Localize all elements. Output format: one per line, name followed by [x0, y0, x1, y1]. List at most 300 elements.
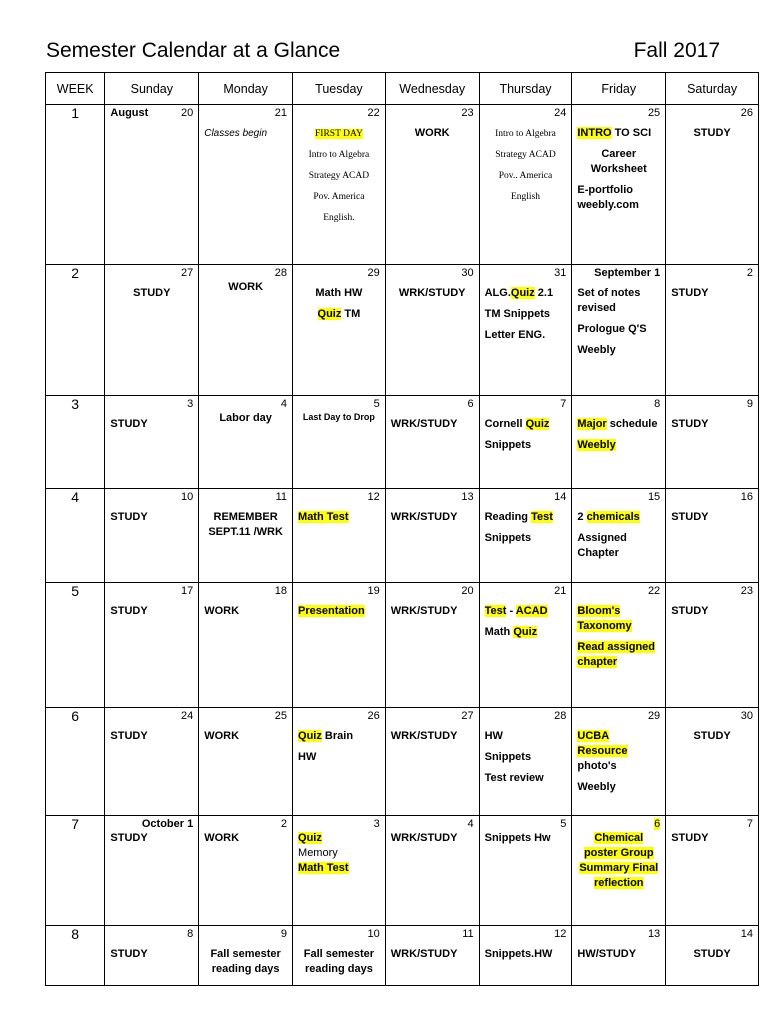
- event-text: TM Snippets: [484, 308, 550, 320]
- calendar-event: [572, 604, 665, 634]
- calendar-event: [199, 831, 292, 846]
- calendar-event: [572, 438, 665, 453]
- event-text: Math HW: [315, 287, 363, 299]
- month-label: August: [110, 107, 149, 119]
- calendar-event: [666, 510, 758, 525]
- event-text: Pov.. America: [498, 171, 553, 181]
- column-header-sunday: Sunday: [105, 73, 199, 105]
- day-number: [199, 265, 292, 280]
- day-number-text: 9: [746, 398, 753, 410]
- calendar-event: [480, 510, 572, 525]
- day-number: [105, 396, 198, 411]
- event-text: Labor day: [219, 412, 272, 424]
- calendar-event: [666, 286, 758, 301]
- day-cell-tuesday: [293, 583, 386, 708]
- day-cell-monday: [199, 489, 293, 583]
- calendar-event: [386, 417, 479, 432]
- highlighted-text: ACAD: [515, 605, 548, 617]
- day-number-text: 28: [274, 267, 288, 279]
- day-number-text: 13: [461, 491, 474, 503]
- calendar-event: [572, 729, 665, 759]
- event-text: Brain: [321, 730, 354, 742]
- day-number: [572, 926, 665, 941]
- calendar-event: [199, 510, 292, 540]
- calendar-event: [293, 750, 385, 765]
- event-text: Intro to Algebra: [308, 150, 370, 160]
- week-row: [46, 583, 759, 708]
- day-number: [105, 708, 198, 723]
- day-number-text: 6: [467, 398, 474, 410]
- event-text: 2.1: [534, 287, 554, 299]
- day-number: [386, 926, 479, 941]
- day-number: [293, 396, 385, 411]
- highlighted-text: Quiz: [298, 730, 322, 742]
- day-cell-sunday: [105, 816, 199, 926]
- day-cell-saturday: [666, 816, 759, 926]
- day-number-text: 26: [367, 710, 380, 722]
- calendar-event: [572, 640, 665, 670]
- day-cell-saturday: [666, 489, 759, 583]
- day-number-text: September 1: [594, 267, 661, 279]
- highlighted-text: Bloom's Taxonomy: [577, 605, 632, 632]
- day-number: [572, 396, 665, 411]
- day-cell-tuesday: [293, 926, 386, 986]
- calendar-event: [386, 604, 479, 619]
- day-number-text: 25: [274, 710, 288, 722]
- day-cell-thursday: [479, 105, 572, 265]
- week-number: 2: [46, 265, 105, 396]
- event-text: STUDY: [110, 511, 148, 523]
- day-cell-thursday: [479, 583, 572, 708]
- calendar-event: [293, 212, 385, 225]
- day-cell-saturday: [666, 105, 759, 265]
- calendar-event: [480, 531, 572, 546]
- calendar-event: [105, 604, 198, 619]
- day-number: [480, 105, 572, 120]
- day-number-text: 12: [367, 491, 380, 503]
- event-text: WORK: [204, 832, 240, 844]
- column-header-thursday: Thursday: [479, 73, 572, 105]
- event-text: HW: [484, 730, 503, 742]
- event-text: Classes begin: [204, 128, 268, 139]
- day-cell-wednesday: [385, 583, 479, 708]
- column-header-wednesday: Wednesday: [385, 73, 479, 105]
- calendar-event: [293, 729, 385, 744]
- day-number-text: 19: [367, 585, 380, 597]
- day-number-text: 5: [560, 818, 567, 830]
- calendar-event: [572, 531, 665, 561]
- event-text: Weebly: [577, 344, 616, 356]
- day-number: [666, 583, 758, 598]
- day-cell-tuesday: [293, 816, 386, 926]
- event-text: WRK/STUDY: [398, 287, 466, 299]
- day-number-text: 17: [180, 585, 194, 597]
- calendar-event: [572, 947, 665, 962]
- calendar-event: [105, 947, 198, 962]
- day-number: [480, 265, 572, 280]
- day-number-text: 30: [461, 267, 474, 279]
- calendar-event: [480, 729, 572, 744]
- calendar-event: [199, 126, 292, 141]
- day-number: [199, 708, 292, 723]
- day-cell-monday: [199, 583, 293, 708]
- calendar-event: [480, 128, 572, 141]
- calendar-event: [293, 510, 385, 525]
- day-number: [293, 816, 385, 831]
- calendar-event: [199, 729, 292, 744]
- day-number-text: 11: [462, 928, 474, 940]
- event-text: STUDY: [671, 832, 709, 844]
- event-text: English.: [323, 213, 355, 223]
- highlighted-text: Major: [577, 418, 607, 430]
- highlighted-text: chemicals: [586, 511, 640, 523]
- calendar-event: [293, 861, 385, 876]
- highlighted-text: Quiz: [317, 308, 342, 320]
- day-number: [480, 708, 572, 723]
- event-text: TO SCI: [611, 127, 652, 139]
- event-text: Snippets: [484, 751, 532, 763]
- calendar-event: [105, 286, 198, 301]
- event-text: STUDY: [133, 287, 171, 299]
- day-number: [666, 396, 758, 411]
- event-text: 2: [577, 511, 587, 523]
- day-cell-tuesday: [293, 265, 386, 396]
- day-number-text: 29: [367, 267, 380, 279]
- highlighted-text: Read assigned chapter: [577, 641, 656, 668]
- week-row: [46, 105, 759, 265]
- day-cell-sunday: [105, 489, 199, 583]
- calendar-event: [480, 438, 572, 453]
- day-number-text: 3: [373, 818, 380, 830]
- day-number-text: 9: [280, 928, 288, 940]
- day-number-text: 11: [275, 491, 288, 503]
- day-number: [293, 265, 385, 280]
- day-number-text: 14: [740, 928, 753, 940]
- highlighted-text: Math Test: [298, 511, 349, 523]
- highlighted-text: FIRST DAY: [315, 129, 363, 139]
- day-number: [199, 396, 292, 411]
- highlighted-text: Quiz: [510, 287, 535, 299]
- day-number: [105, 105, 198, 120]
- day-cell-monday: [199, 396, 293, 489]
- day-number: [480, 489, 572, 504]
- week-row: [46, 396, 759, 489]
- highlighted-text: INTRO: [577, 127, 612, 139]
- day-number-text: 14: [554, 491, 567, 503]
- event-text: STUDY: [671, 418, 709, 430]
- event-text: Reading: [484, 511, 532, 523]
- day-number-text: 13: [647, 928, 661, 940]
- calendar-event: [480, 831, 572, 846]
- day-number-text: 22: [647, 585, 661, 597]
- event-text: photo's: [577, 760, 617, 772]
- term-label: Fall 2017: [633, 39, 720, 62]
- event-text: Snippets Hw: [484, 832, 551, 844]
- day-number: [666, 816, 758, 831]
- calendar-event: [572, 417, 665, 432]
- calendar-event: [293, 412, 385, 423]
- day-number-text: 28: [554, 710, 567, 722]
- day-number: [572, 265, 665, 280]
- day-cell-thursday: [479, 396, 572, 489]
- calendar-event: [199, 947, 292, 977]
- event-text: Intro to Algebra: [495, 129, 556, 139]
- event-text: English: [510, 192, 540, 202]
- day-number: [386, 583, 479, 598]
- calendar-event: [480, 947, 572, 962]
- highlighted-text: UCBA Resource: [577, 730, 628, 757]
- event-text: Fall semester reading days: [210, 948, 281, 975]
- day-cell-wednesday: [385, 926, 479, 986]
- event-text: HW: [298, 751, 317, 763]
- highlighted-text: Quiz: [298, 832, 322, 844]
- event-text: Career Worksheet: [590, 148, 647, 175]
- day-number-text: 8: [187, 928, 194, 940]
- day-cell-saturday: [666, 265, 759, 396]
- day-number: [480, 816, 572, 831]
- day-cell-friday: [572, 265, 666, 396]
- day-number: [572, 583, 665, 598]
- day-number: [293, 926, 385, 941]
- calendar-event: [480, 307, 572, 322]
- event-text: WRK/STUDY: [390, 832, 458, 844]
- column-header-friday: Friday: [572, 73, 666, 105]
- day-cell-sunday: [105, 926, 199, 986]
- event-text: Cornell: [484, 418, 526, 430]
- day-number: [386, 489, 479, 504]
- day-cell-thursday: [479, 926, 572, 986]
- day-cell-saturday: [666, 583, 759, 708]
- calendar-event: [480, 771, 572, 786]
- week-number: 7: [46, 816, 105, 926]
- day-number-text: 3: [187, 398, 194, 410]
- event-text: STUDY: [671, 605, 709, 617]
- event-text: HW/STUDY: [577, 948, 637, 960]
- week-number: 6: [46, 708, 105, 816]
- day-number-text: 18: [274, 585, 288, 597]
- calendar-event: [480, 750, 572, 765]
- event-text: Pov. America: [313, 192, 365, 202]
- event-text: STUDY: [671, 287, 709, 299]
- event-text: Memory: [298, 847, 338, 859]
- event-text: Prologue Q'S: [577, 323, 647, 335]
- day-cell-friday: [572, 926, 666, 986]
- day-number: [572, 708, 665, 723]
- day-number: [386, 708, 479, 723]
- day-number-text: 5: [373, 398, 380, 410]
- day-number: [199, 816, 292, 831]
- highlighted-text: Math Test: [298, 862, 349, 874]
- event-text: Fall semester reading days: [303, 948, 375, 975]
- day-cell-thursday: [479, 816, 572, 926]
- event-text: Last Day to Drop: [302, 412, 375, 422]
- calendar-event: [293, 170, 385, 183]
- calendar-table: [45, 72, 759, 986]
- column-header-saturday: Saturday: [666, 73, 759, 105]
- day-cell-saturday: [666, 708, 759, 816]
- calendar-event: [293, 846, 385, 861]
- day-number-text: October 1: [141, 818, 194, 830]
- day-number: [386, 105, 479, 120]
- day-cell-wednesday: [385, 489, 479, 583]
- day-cell-friday: [572, 816, 666, 926]
- calendar-event: [293, 191, 385, 204]
- calendar-event: [293, 604, 385, 619]
- event-text: STUDY: [671, 511, 709, 523]
- day-number: [293, 105, 385, 120]
- week-number: 8: [46, 926, 105, 986]
- calendar-event: [572, 759, 665, 774]
- event-text: -: [506, 605, 516, 617]
- day-cell-monday: [199, 105, 293, 265]
- calendar-event: [572, 343, 665, 358]
- event-text: STUDY: [693, 948, 731, 960]
- day-cell-friday: [572, 583, 666, 708]
- calendar-event: [480, 625, 572, 640]
- day-number-text: 21: [274, 107, 288, 119]
- day-number: [666, 265, 758, 280]
- day-cell-monday: [199, 816, 293, 926]
- calendar-event: [105, 831, 198, 846]
- day-number-text: 21: [554, 585, 567, 597]
- calendar-event: [572, 183, 665, 213]
- day-number: [199, 489, 292, 504]
- day-number-text: 20: [461, 585, 474, 597]
- column-header-monday: Monday: [199, 73, 293, 105]
- calendar-event: [572, 831, 665, 891]
- day-number-text: 29: [647, 710, 661, 722]
- day-cell-friday: [572, 708, 666, 816]
- week-number: 5: [46, 583, 105, 708]
- calendar-event: [293, 149, 385, 162]
- calendar-event: [666, 947, 758, 962]
- calendar-event: [666, 604, 758, 619]
- day-number: [386, 816, 479, 831]
- event-text: WRK/STUDY: [390, 511, 458, 523]
- day-cell-monday: [199, 708, 293, 816]
- day-number: [199, 583, 292, 598]
- calendar-event: [199, 411, 292, 426]
- event-text: WRK/STUDY: [390, 948, 458, 960]
- column-header-tuesday: Tuesday: [293, 73, 386, 105]
- day-cell-thursday: [479, 489, 572, 583]
- calendar-event: [480, 328, 572, 343]
- calendar-event: [293, 307, 385, 322]
- day-number-text: 24: [554, 107, 567, 119]
- event-text: WRK/STUDY: [390, 418, 458, 430]
- day-number-text: 27: [461, 710, 474, 722]
- calendar-event: [572, 780, 665, 795]
- day-number-text: 6: [654, 818, 661, 830]
- day-cell-friday: [572, 489, 666, 583]
- page-header: [46, 36, 720, 66]
- event-text: WORK: [204, 730, 240, 742]
- day-cell-wednesday: [385, 265, 479, 396]
- day-number-text: 16: [740, 491, 753, 503]
- event-text: Math: [484, 626, 514, 638]
- day-number: [199, 105, 292, 120]
- day-number-text: 25: [647, 107, 661, 119]
- day-number: [293, 489, 385, 504]
- week-row: [46, 926, 759, 986]
- calendar-event: [386, 286, 479, 301]
- day-number-text: 23: [461, 107, 474, 119]
- event-text: STUDY: [110, 730, 148, 742]
- day-cell-wednesday: [385, 708, 479, 816]
- calendar-event: [666, 831, 758, 846]
- day-cell-thursday: [479, 708, 572, 816]
- event-text: STUDY: [110, 418, 148, 430]
- day-cell-sunday: [105, 265, 199, 396]
- event-text: Strategy ACAD: [308, 171, 370, 181]
- calendar-event: [666, 729, 758, 744]
- calendar-event: [199, 280, 292, 295]
- highlighted-text: Presentation: [298, 605, 365, 617]
- event-text: REMEMBER SEPT.11 /WRK: [208, 511, 283, 538]
- day-cell-wednesday: [385, 105, 479, 265]
- event-text: Test review: [484, 772, 544, 784]
- highlighted-text: Weebly: [577, 439, 616, 451]
- calendar-event: [293, 947, 385, 977]
- day-number: [293, 708, 385, 723]
- day-cell-friday: [572, 396, 666, 489]
- calendar-event: [480, 191, 572, 204]
- event-text: STUDY: [693, 127, 731, 139]
- event-text: Strategy ACAD: [495, 150, 556, 160]
- day-number: [572, 105, 665, 120]
- event-text: STUDY: [110, 948, 148, 960]
- day-cell-monday: [199, 265, 293, 396]
- calendar-event: [480, 604, 572, 619]
- day-number-text: 12: [554, 928, 567, 940]
- calendar-event: [480, 286, 572, 301]
- calendar-event: [386, 729, 479, 744]
- day-number: [199, 926, 292, 941]
- day-number: [480, 926, 572, 941]
- event-text: STUDY: [110, 832, 148, 844]
- event-text: WORK: [228, 281, 264, 293]
- week-row: [46, 489, 759, 583]
- day-number-text: 27: [180, 267, 194, 279]
- day-cell-monday: [199, 926, 293, 986]
- day-cell-wednesday: [385, 816, 479, 926]
- event-text: Letter ENG.: [484, 329, 546, 341]
- day-cell-friday: [572, 105, 666, 265]
- day-number-text: 4: [467, 818, 474, 830]
- day-number-text: 24: [180, 710, 194, 722]
- calendar-event: [572, 286, 665, 316]
- day-number: [666, 926, 758, 941]
- event-text: WRK/STUDY: [390, 605, 458, 617]
- week-number: 3: [46, 396, 105, 489]
- day-number: [105, 583, 198, 598]
- day-cell-tuesday: [293, 489, 386, 583]
- calendar-event: [293, 831, 385, 846]
- calendar-event: [480, 417, 572, 432]
- day-number-text: 26: [740, 107, 753, 119]
- day-number: [666, 105, 758, 120]
- highlighted-text: Test: [484, 605, 507, 617]
- calendar-event: [572, 510, 665, 525]
- event-text: Assigned Chapter: [577, 532, 627, 559]
- event-text: Weebly: [577, 781, 616, 793]
- day-number: [480, 396, 572, 411]
- day-cell-tuesday: [293, 708, 386, 816]
- day-cell-sunday: [105, 105, 199, 265]
- event-text: WRK/STUDY: [390, 730, 458, 742]
- calendar-event: [666, 126, 758, 141]
- day-cell-sunday: [105, 708, 199, 816]
